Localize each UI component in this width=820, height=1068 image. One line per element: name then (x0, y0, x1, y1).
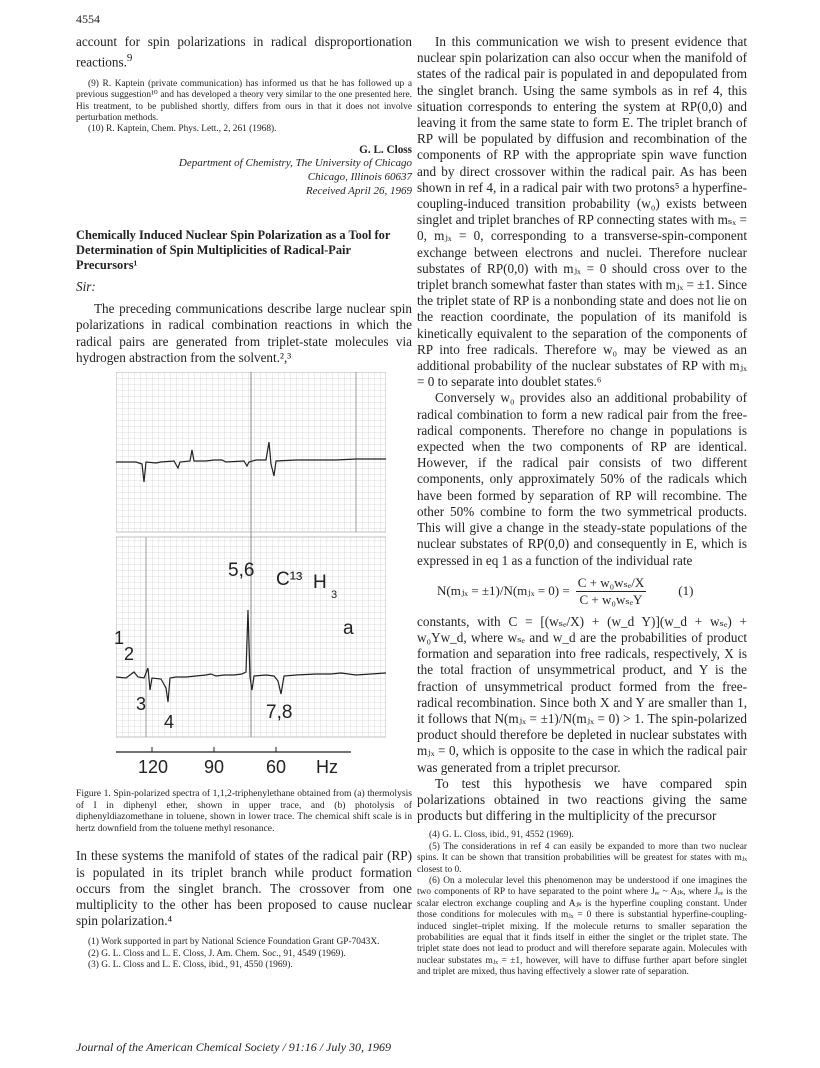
author-department: Department of Chemistry, The University of Chicago (178, 157, 412, 170)
footnote-9: (9) R. Kaptein (private communication) has informed us that he has followed up a previous suggestion¹⁰ and has developed a theory very similar to the one presented here. His treatment, to be published shortly, differs from ours in that it does not involve perturbation methods. (76, 78, 412, 124)
continuation-text: account for spin polarizations in radical disproportionation reactions.$^9$ (76, 34, 412, 70)
footnote-4: (4) G. L. Closs, ibid., 91, 4552 (1969). (429, 830, 574, 841)
journal-footer: Journal of the American Chemical Society / 91:16 / July 30, 1969 (76, 1040, 392, 1054)
peak-label-5-6: 5,6 (228, 560, 255, 582)
article-title: Chemically Induced Nuclear Spin Polarization as a Tool for Determination of Spin Multiplicities of Radical-Pair Precursors¹ (76, 228, 391, 273)
right-paragraph-3: constants, with C = [(wₛₑ/X) + (w_d Y)](w_d + wₛₑ) + w₀Yw_d, where wₛₑ and w_d are the probabilities of product formation and separation into free radicals, respectively, X is the total fraction of unsymmetrical product, and Y is the fraction of unsymmetrical product formed from the free-radical recombination. Since both X and Y are smaller than 1, it follows that N(mⱼₓ = ±1)/N(mⱼₓ = 0) > 1. The spin-polarized product should therefore be depleted in nuclear substates with mⱼₓ = 0, which is opposite to the case in which the radical pair was generated from a triplet precursor. (417, 613, 747, 775)
c13-label: C¹³ (276, 569, 303, 591)
equation-lhs: N(mⱼₓ = ±1)/N(mⱼₓ = 0) = (437, 583, 570, 599)
peak-label-3: 3 (136, 694, 147, 715)
peak-label-1: 1 (114, 628, 125, 649)
paragraph-2: In these systems the manifold of states of the radical pair (RP) is populated in its triplet branch while product formation occurs from the singlet branch. The crossover from one multiplicity to the other has been proposed to cause nuclear spin polarization.⁴ (76, 848, 412, 929)
equation-1 (437, 575, 747, 608)
right-paragraph-1: In this communication we wish to present evidence that nuclear spin polarization can also occur when the manifold of states of the radical pair is populated in and depopulated from the singlet branch. Using the same symbols as in ref 4, this situation corresponds to entering the system at RP(0,0) and leaving it from the same state to form E. The triplet branch of RP will be populated by diffusion and recombination of the components of RP with the appropriate spin wave function and by direct crossover within the radical pair. As has been shown in ref 4, in a radical pair with two protons⁵ a hyperfine-coupling-induced transition probability (w₀) exists between singlet and triplet branches of RP connecting states with mₛₓ = 0, mⱼₓ = 0, corresponding to a transverse-spin-component exchange between electrons and nuclei. Therefore nuclear substates of RP(0,0) with mⱼₓ = 0 should cross over to the triplet branch somewhat faster than states with mⱼₓ = ±1. Since the triplet state of RP is a nonbonding state and does not lie on the reaction coordinate, the population of its manifold is kinetically equivalent to the separation of the components of RP into free radicals. Therefore w₀ may be viewed as an additional probability of the nuclear substates of RP with mⱼₓ = 0 to separate into doublet states.⁶ (417, 34, 747, 390)
x-unit-hz: Hz (316, 757, 338, 778)
equation-numerator: C + w₀wₛₑ/X (577, 574, 645, 590)
signature (76, 144, 412, 198)
paragraph-1: The preceding communications describe large nuclear spin polarizations in radical combination reactions in which the radical pairs are generated from triplet-state molecules via hydrogen abstraction from the solvent.²,³ (76, 301, 412, 365)
right-paragraph-4: To test this hypothesis we have compared spin polarizations obtained in two reactions giving the same products but differing in the multiplicity of the precursor (417, 775, 747, 824)
salutation: Sir: (76, 279, 96, 295)
equation-denominator: C + w₀wₛₑY (579, 591, 643, 607)
equation-number: (1) (678, 583, 694, 599)
x-tick-90: 90 (204, 757, 225, 778)
figure-caption: Figure 1. Spin-polarized spectra of 1,1,2-triphenylethane obtained from (a) thermolysis of I in diphenyl ether, shown in upper trace, and (b) photolysis of diphenyldiazomethane in toluene, shown in lower trace. The chemical shift scale is in hertz downfield from the toluene methyl resonance. (76, 788, 412, 834)
page-number: 4554 (76, 12, 100, 26)
footnote-6: (6) On a molecular level this phenomenon may be understood if one imagines the two components of RP to have separated to the point where Jₑₑ ~ Aⱼₖ, where Jₑₑ is the scalar electron exchange coupling and Aⱼₖ is the hyperfine coupling constant. Under those conditions for molecules with mⱼₓ = 0 there is substantial hyperfine-coupling-induced singlet–triplet mixing. If the molecule returns to smaller separation the probabilities are equal that it finds itself in either the singlet or the triplet state. The triplet state does not lead to product and will therefore separate again. Molecules with nuclear substates mⱼₓ = ±1, however, will have to diffuse further apart before singlet and triplet are mixed, thus having effectively a slower rate of separation. (417, 875, 747, 978)
footnote-5: (5) The considerations in ref 4 can easily be expanded to more than two nuclear spins. It can be shown that transition probabilities will be greatest for states with mⱼₓ closest to 0. (417, 841, 747, 875)
right-column (417, 34, 747, 979)
right-paragraph-2: Conversely w₀ provides also an additional probability of radical combination to form a new radical pair from the free-radical components. Therefore no change in populations is expected when the two components of RP are identical. However, if the radical pair consists of two different components, only approximately 50% of the radicals which have been formed by separation of RP will recombine. The other 50% combine to form the two symmetrical products. This will give a change in the steady-state populations of the nuclear substates of RP(0,0) and consequently in E, which is expressed in eq 1 as a function of the individual rate (417, 390, 747, 568)
x-tick-120: 120 (138, 757, 169, 778)
equation-fraction (576, 575, 647, 608)
footnote-10: (10) R. Kaptein, Chem. Phys. Lett., 2, 261 (1968). (88, 124, 277, 135)
author-name: G. L. Closs (359, 143, 412, 156)
label-a: a (343, 618, 354, 640)
footnote-2: (2) G. L. Closs and L. E. Closs, J. Am. Chem. Soc., 91, 4549 (1969). (88, 948, 346, 959)
h-label: H (313, 572, 327, 594)
peak-label-2: 2 (124, 644, 135, 665)
author-city: Chicago, Illinois 60637 (307, 171, 412, 184)
peak-label-4: 4 (164, 712, 175, 733)
received-date: Received April 26, 1969 (305, 184, 412, 197)
footnote-3: (3) G. L. Closs and L. E. Closs, ibid., 91, 4550 (1969). (88, 960, 293, 971)
figure-1-spectrum (116, 372, 386, 782)
footnote-1: (1) Work supported in part by National Science Foundation Grant GP-7043X. (88, 937, 380, 948)
h-subscript: 3 (331, 589, 338, 602)
left-column (76, 34, 412, 972)
x-tick-60: 60 (266, 757, 287, 778)
peak-label-7-8: 7,8 (266, 702, 293, 724)
